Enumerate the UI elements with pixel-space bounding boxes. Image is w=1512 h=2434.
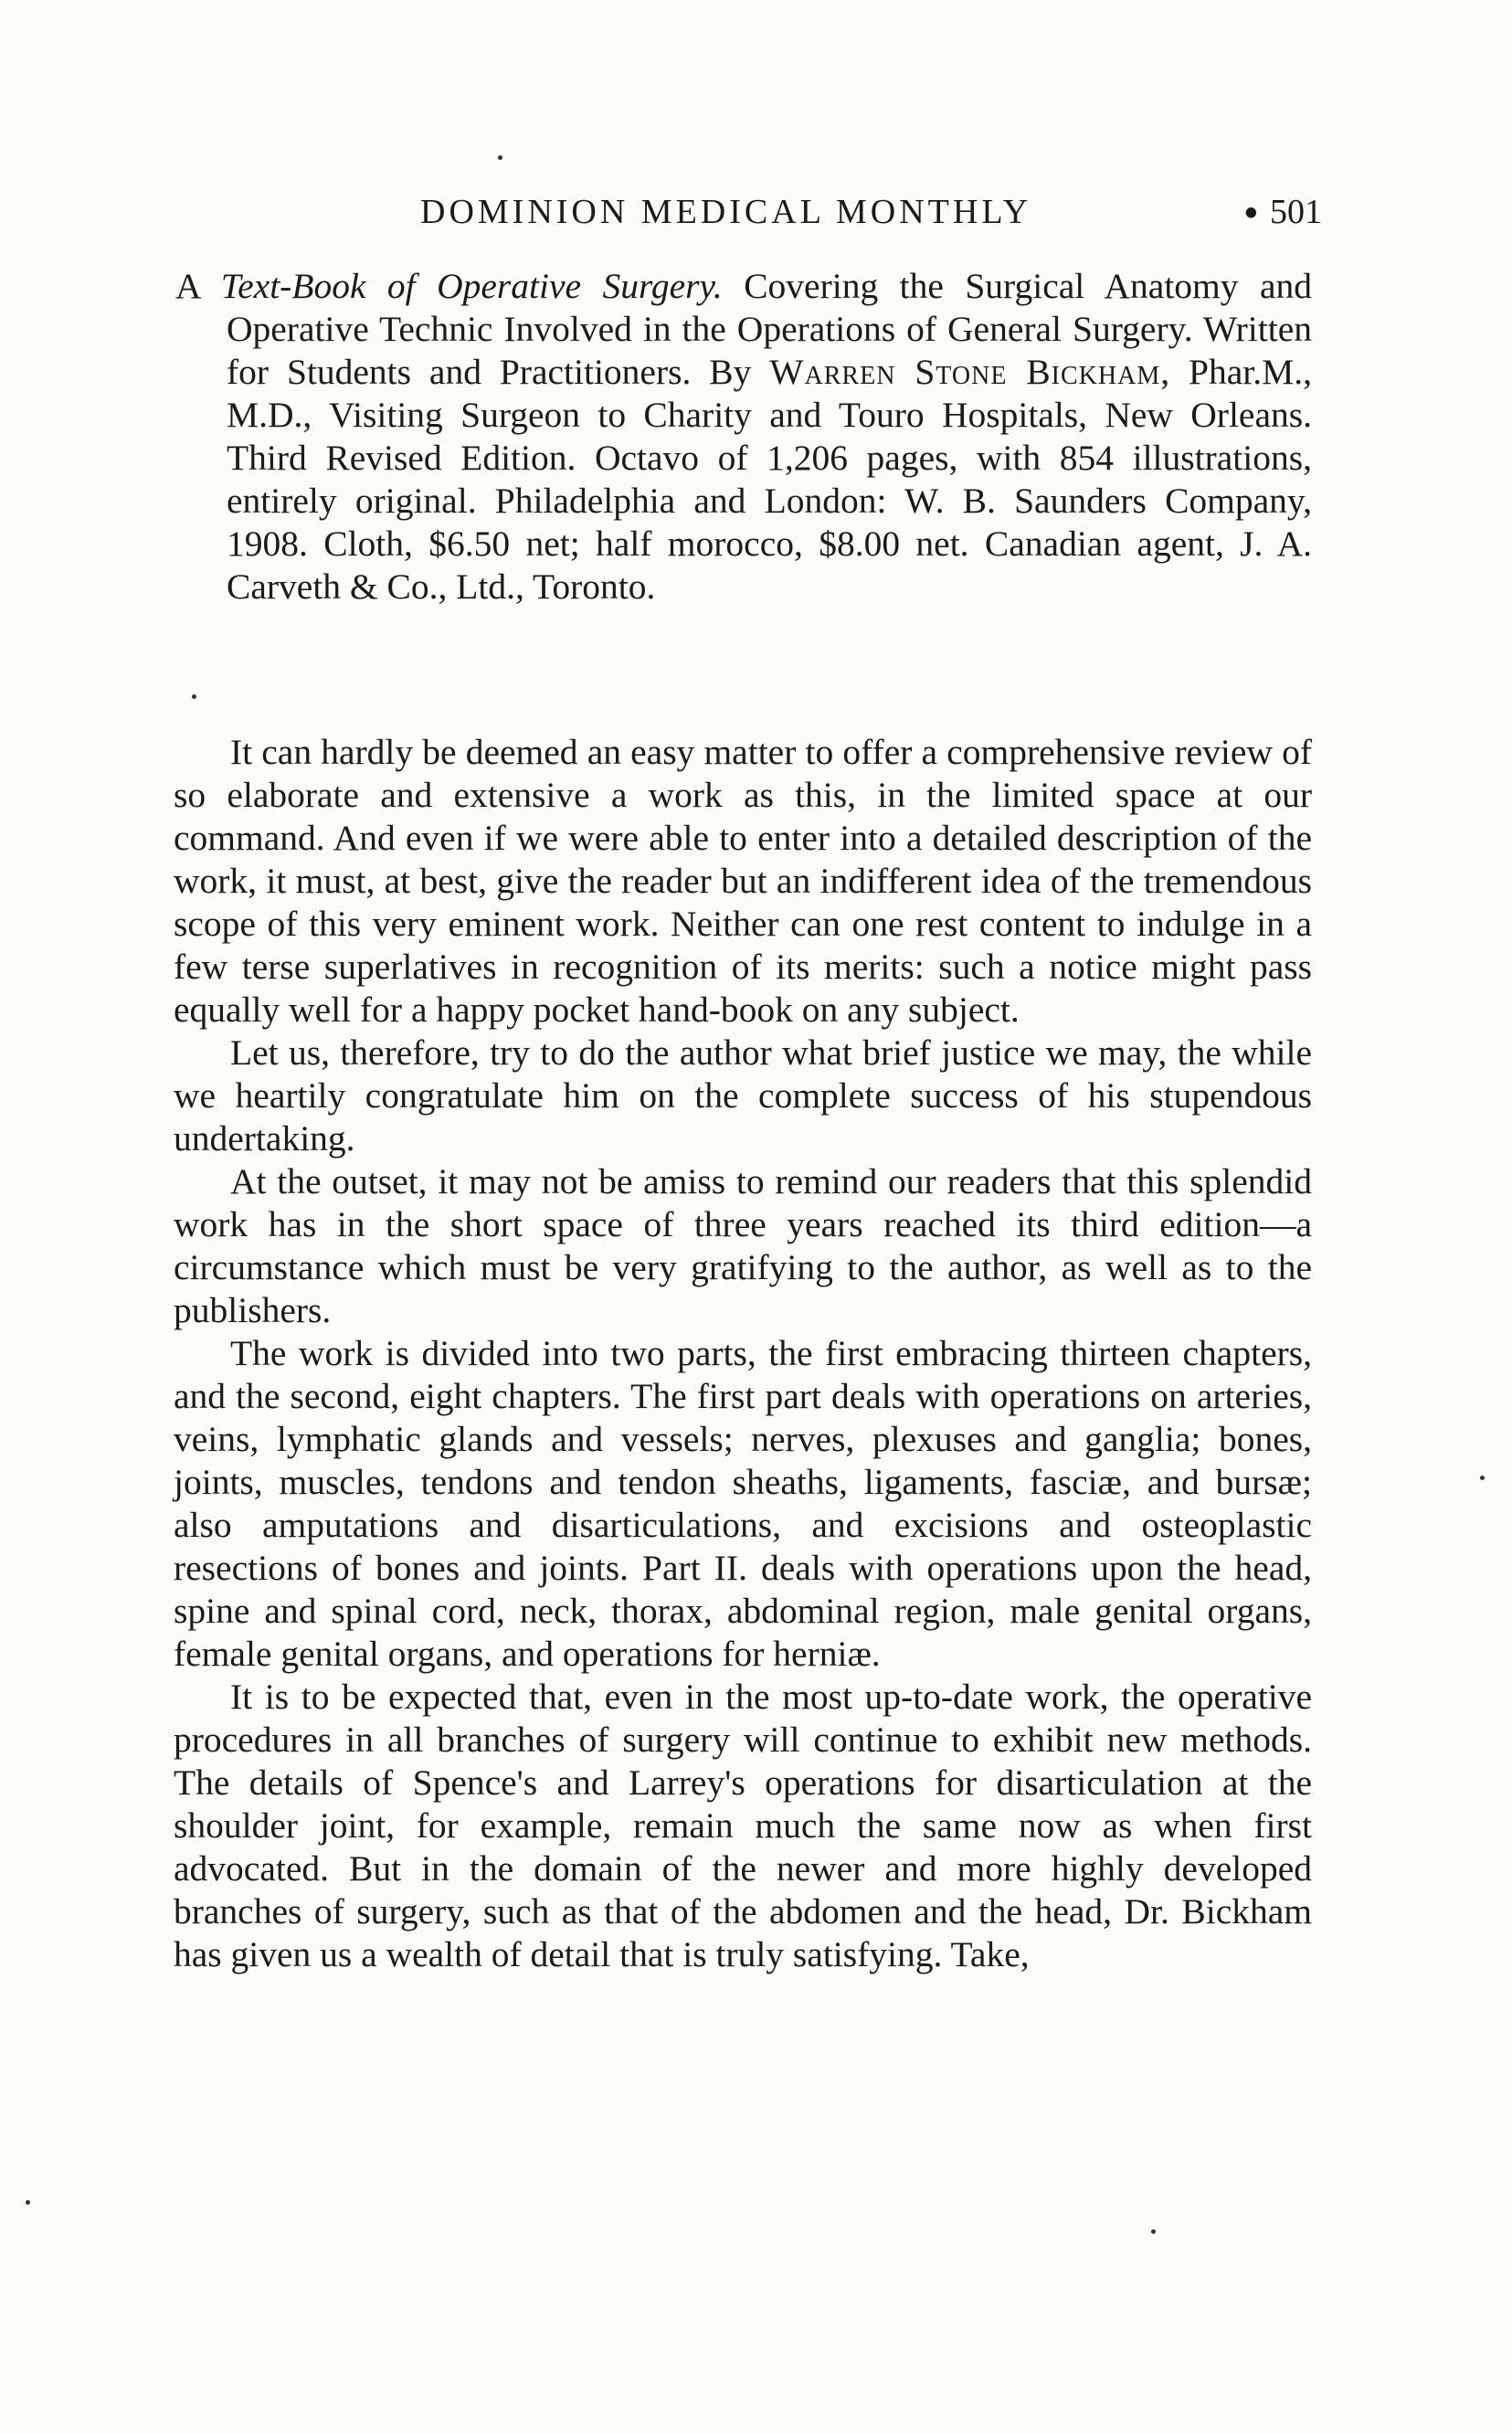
scan-speck [192, 694, 196, 699]
review-paragraph: Let us, therefore, try to do the author what brief justice we may, the while we heartily congratulate him on the complete success of his stupendous undertaking. [174, 1032, 1312, 1159]
page-number: 501 [1270, 193, 1322, 231]
citation-text-1: Covering the Surgical Anatomy and Operative Technic Involved in the Operations of General Surgery. Written for Students and Practitioners. By [227, 266, 1312, 392]
author-name: Warren Stone Bickham, [769, 352, 1171, 392]
review-body [174, 731, 1312, 1976]
scan-speck [1151, 2229, 1156, 2234]
running-title: DOMINION MEDICAL MONTHLY [420, 193, 1032, 231]
scan-speck [498, 155, 502, 160]
header-dot-mark: • [1244, 193, 1258, 235]
citation-prefix: A [175, 266, 221, 306]
book-citation [175, 265, 1312, 608]
review-paragraph: It is to be expected that, even in the most up-to-date work, the operative procedures in all branches of surgery will continue to exhibit new methods. The details of Spence's and Larrey's operations for disarticulation at the shoulder joint, for example, remain much the same now as when first advocated. But in the domain of the newer and more highly developed branches of surgery, such as that of the abdomen and the head, Dr. Bickham has given us a wealth of detail that is truly satisfying. Take, [174, 1677, 1312, 1974]
citation-text-2: Phar.M., M.D., Visiting Surgeon to Charity and Touro Hospitals, New Orleans. Third Revised Edition. Octavo of 1,206 pages, with 854 illustrations, entirely original. Philadelphia and London: W. B. Saunders Company, 1908. Cloth, $6.50 net; half morocco, $8.00 net. Canadian agent, J. A. Carveth & Co., Ltd., Toronto. [227, 352, 1312, 607]
review-paragraph: At the outset, it may not be amiss to remind our readers that this splendid work has in the short space of three years reached its third edition—a circumstance which must be very gratifying to the author, as well as to the publishers. [174, 1161, 1312, 1330]
scan-speck [1480, 1476, 1485, 1480]
scan-speck [26, 2200, 30, 2205]
page-header [174, 179, 1322, 243]
review-paragraph: The work is divided into two parts, the first embracing thirteen chapters, and the second, eight chapters. The first part deals with operations on arteries, veins, lymphatic glands and vessels; nerves, plexuses and ganglia; bones, joints, muscles, tendons and tendon sheaths, ligaments, fasciæ, and bursæ; also amputations and disarticulations, and excisions and osteoplastic resections of bones and joints. Part II. deals with operations upon the head, spine and spinal cord, neck, thorax, abdominal region, male genital organs, female genital organs, and operations for herniæ. [174, 1333, 1312, 1674]
review-paragraph: It can hardly be deemed an easy matter to offer a comprehensive review of so elaborate and extensive a work as this, in the limited space at our command. And even if we were able to enter into a detailed description of the work, it must, at best, give the reader but an indifferent idea of the tremendous scope of this very eminent work. Neither can one rest content to indulge in a few terse superlatives in recognition of its merits: such a notice might pass equally well for a happy pocket hand-book on any subject. [174, 732, 1312, 1030]
book-title: Text-Book of Operative Surgery. [220, 266, 723, 306]
